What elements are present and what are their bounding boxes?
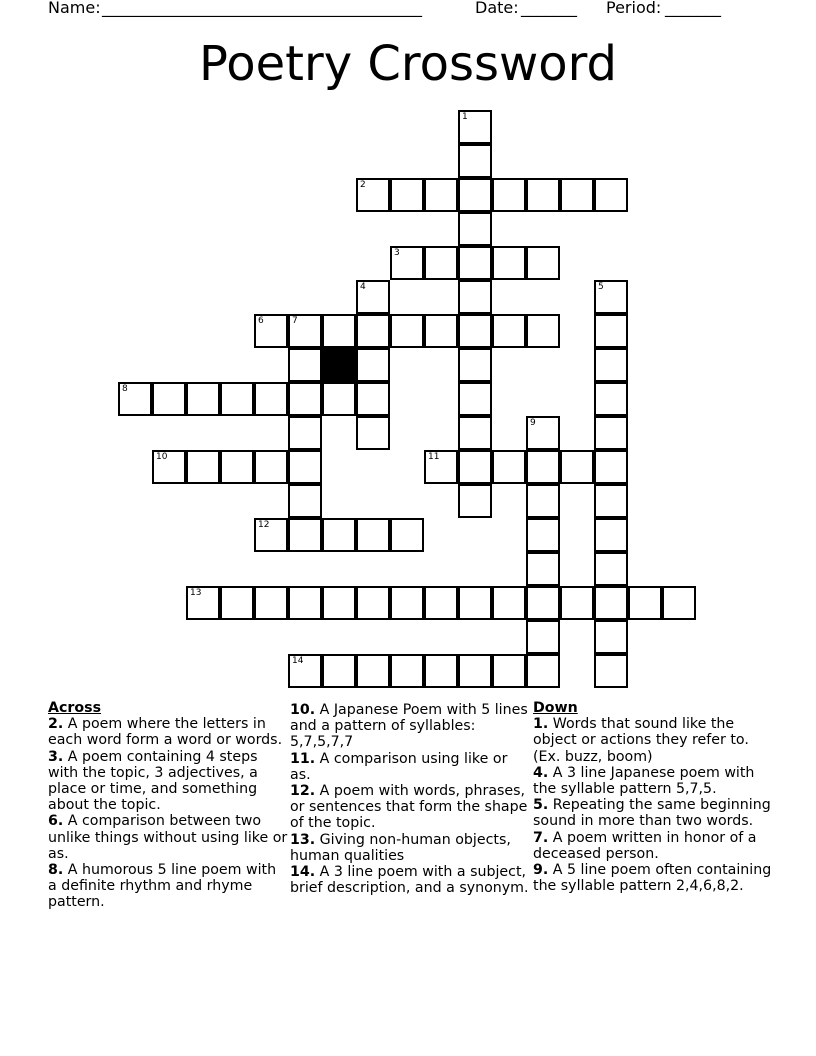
grid-cell[interactable] — [254, 518, 288, 552]
grid-cell[interactable] — [424, 450, 458, 484]
grid-cell[interactable] — [288, 450, 322, 484]
grid-cell[interactable] — [322, 382, 356, 416]
grid-cell[interactable] — [390, 518, 424, 552]
grid-cell[interactable] — [628, 586, 662, 620]
grid-cell[interactable] — [492, 654, 526, 688]
clue-number: 5 — [598, 282, 604, 292]
clue-number: 2 — [360, 180, 366, 190]
grid-cell[interactable] — [356, 586, 390, 620]
grid-cell[interactable] — [594, 382, 628, 416]
grid-cell[interactable] — [526, 620, 560, 654]
grid-cell[interactable] — [288, 416, 322, 450]
grid-cell[interactable] — [458, 246, 492, 280]
name-label: Name: — [48, 0, 101, 17]
grid-cell[interactable] — [152, 450, 186, 484]
down-clues — [533, 700, 773, 894]
grid-cell[interactable] — [254, 450, 288, 484]
clue-number: 11 — [428, 452, 440, 462]
grid-cell[interactable] — [594, 348, 628, 382]
grid-cell[interactable] — [492, 246, 526, 280]
date-label: Date: — [475, 0, 519, 17]
grid-cell[interactable] — [424, 654, 458, 688]
grid-cell[interactable] — [390, 178, 424, 212]
grid-cell[interactable] — [186, 382, 220, 416]
grid-cell[interactable] — [458, 484, 492, 518]
clue-across-8: 8. A humorous 5 line poem with a definite rhythm and rhyme pattern. — [48, 862, 277, 911]
period-label: Period: — [606, 0, 662, 17]
grid-cell[interactable] — [662, 586, 696, 620]
clue-number: 8 — [122, 384, 128, 394]
grid-cell[interactable] — [458, 212, 492, 246]
grid-cell[interactable] — [288, 348, 322, 382]
clue-number: 12 — [258, 520, 270, 530]
grid-cell[interactable] — [458, 416, 492, 450]
grid-cell[interactable] — [458, 144, 492, 178]
name-blank[interactable]: ________________________________________ — [102, 0, 422, 17]
grid-cell[interactable] — [424, 178, 458, 212]
clue-across-14: 14. A 3 line poem with a subject, brief description, and a synonym. — [290, 864, 529, 897]
grid-cell[interactable] — [288, 314, 322, 348]
grid-cell[interactable] — [458, 314, 492, 348]
grid-cell[interactable] — [424, 314, 458, 348]
grid-cell[interactable] — [390, 246, 424, 280]
grid-cell[interactable] — [526, 314, 560, 348]
clue-number: 7 — [292, 316, 298, 326]
grid-cell[interactable] — [458, 110, 492, 144]
grid-cell[interactable] — [288, 518, 322, 552]
grid-cell[interactable] — [356, 280, 390, 314]
grid-cell[interactable] — [594, 416, 628, 450]
grid-cell[interactable] — [220, 382, 254, 416]
grid-cell[interactable] — [424, 586, 458, 620]
grid-cell[interactable] — [526, 450, 560, 484]
clue-across-13: 13. Giving non-human objects, human qualities — [290, 831, 511, 864]
grid-cell[interactable] — [254, 586, 288, 620]
grid-cell[interactable] — [118, 382, 152, 416]
clue-down-5: 5. Repeating the same beginning sound in more than two words. — [533, 797, 771, 830]
grid-cell[interactable] — [322, 314, 356, 348]
grid-cell[interactable] — [186, 586, 220, 620]
grid-cell[interactable] — [356, 178, 390, 212]
clue-down-4: 4. A 3 line Japanese poem with the syllable pattern 5,7,5. — [533, 764, 755, 798]
grid-cell[interactable] — [458, 348, 492, 382]
clue-number: 1 — [462, 112, 468, 122]
grid-cell[interactable] — [322, 654, 356, 688]
grid-cell[interactable] — [594, 518, 628, 552]
clue-across-3: 3. A poem containing 4 steps with the topic, 3 adjectives, a place or time, and something about the topic. — [48, 748, 258, 814]
grid-cell[interactable] — [152, 382, 186, 416]
grid-cell[interactable] — [356, 348, 390, 382]
grid-cell[interactable] — [560, 586, 594, 620]
grid-cell[interactable] — [254, 314, 288, 348]
clue-number: 10 — [156, 452, 168, 462]
clue-across-11: 11. A comparison using like or as. — [290, 750, 508, 783]
grid-cell[interactable] — [492, 314, 526, 348]
grid-cell[interactable] — [322, 586, 356, 620]
grid-cell[interactable] — [594, 178, 628, 212]
grid-cell[interactable] — [254, 382, 288, 416]
down-heading: Down — [533, 700, 578, 716]
across-clues — [48, 700, 288, 911]
grid-cell[interactable] — [526, 484, 560, 518]
grid-cell[interactable] — [288, 382, 322, 416]
clue-across-2: 2. A poem where the letters in each word form a word or words. — [48, 716, 283, 749]
grid-cell[interactable] — [220, 586, 254, 620]
grid-cell[interactable] — [594, 450, 628, 484]
grid-cell[interactable] — [390, 314, 424, 348]
clue-number: 6 — [258, 316, 264, 326]
grid-cell[interactable] — [594, 552, 628, 586]
grid-cell[interactable] — [356, 416, 390, 450]
grid-cell[interactable] — [594, 654, 628, 688]
grid-cell[interactable] — [186, 450, 220, 484]
grid-cell[interactable] — [458, 178, 492, 212]
grid-cell[interactable] — [288, 654, 322, 688]
clue-number: 13 — [190, 588, 202, 598]
grid-cell[interactable] — [594, 280, 628, 314]
grid-cell[interactable] — [458, 654, 492, 688]
period-blank[interactable]: _______ — [665, 0, 721, 17]
page-title: Poetry Crossword — [199, 36, 617, 92]
grid-cell[interactable] — [526, 416, 560, 450]
grid-cell[interactable] — [526, 246, 560, 280]
grid-cell[interactable] — [560, 450, 594, 484]
grid-cell[interactable] — [526, 178, 560, 212]
clue-number: 4 — [360, 282, 366, 292]
grid-cell[interactable] — [220, 450, 254, 484]
grid-cell[interactable] — [356, 314, 390, 348]
grid-cell[interactable] — [594, 586, 628, 620]
clue-across-10: 10. A Japanese Poem with 5 lines and a pattern of syllables: 5,7,5,7,7 — [290, 702, 528, 751]
grid-cell[interactable] — [356, 518, 390, 552]
grid-cell[interactable] — [492, 586, 526, 620]
grid-cell[interactable] — [526, 518, 560, 552]
clue-down-1: 1. Words that sound like the object or actions they refer to. (Ex. buzz, boom) — [533, 716, 749, 765]
clue-down-7: 7. A poem written in honor of a deceased person. — [533, 829, 757, 862]
clue-number: 14 — [292, 656, 304, 666]
grid-cell[interactable] — [526, 654, 560, 688]
grid-cell[interactable] — [492, 450, 526, 484]
grid-cell[interactable] — [526, 552, 560, 586]
across-heading: Across — [48, 700, 102, 716]
grid-cell[interactable] — [390, 586, 424, 620]
clue-number: 9 — [530, 418, 536, 428]
grid-cell[interactable] — [560, 178, 594, 212]
across-clues-continued — [290, 702, 530, 896]
date-blank[interactable]: _______ — [521, 0, 577, 17]
grid-cell[interactable] — [594, 620, 628, 654]
grid-cell[interactable] — [458, 280, 492, 314]
grid-cell[interactable] — [356, 654, 390, 688]
grid-cell[interactable] — [458, 586, 492, 620]
clue-across-12: 12. A poem with words, phrases, or sentences that form the shape of the topic. — [290, 783, 528, 832]
clue-across-6: 6. A comparison between two unlike things without using like or as. — [48, 813, 288, 862]
grid-cell[interactable] — [458, 450, 492, 484]
grid-cell[interactable] — [356, 382, 390, 416]
grid-cell[interactable] — [492, 178, 526, 212]
grid-cell[interactable] — [526, 586, 560, 620]
grid-cell[interactable] — [594, 314, 628, 348]
grid-cell[interactable] — [458, 382, 492, 416]
clue-number: 3 — [394, 248, 400, 258]
grid-cell[interactable] — [594, 484, 628, 518]
grid-cell[interactable] — [424, 246, 458, 280]
clue-down-9: 9. A 5 line poem often containing the syllable pattern 2,4,6,8,2. — [533, 862, 772, 895]
grid-cell[interactable] — [390, 654, 424, 688]
black-square — [322, 348, 356, 382]
grid-cell[interactable] — [288, 484, 322, 518]
grid-cell[interactable] — [288, 586, 322, 620]
grid-cell[interactable] — [322, 518, 356, 552]
